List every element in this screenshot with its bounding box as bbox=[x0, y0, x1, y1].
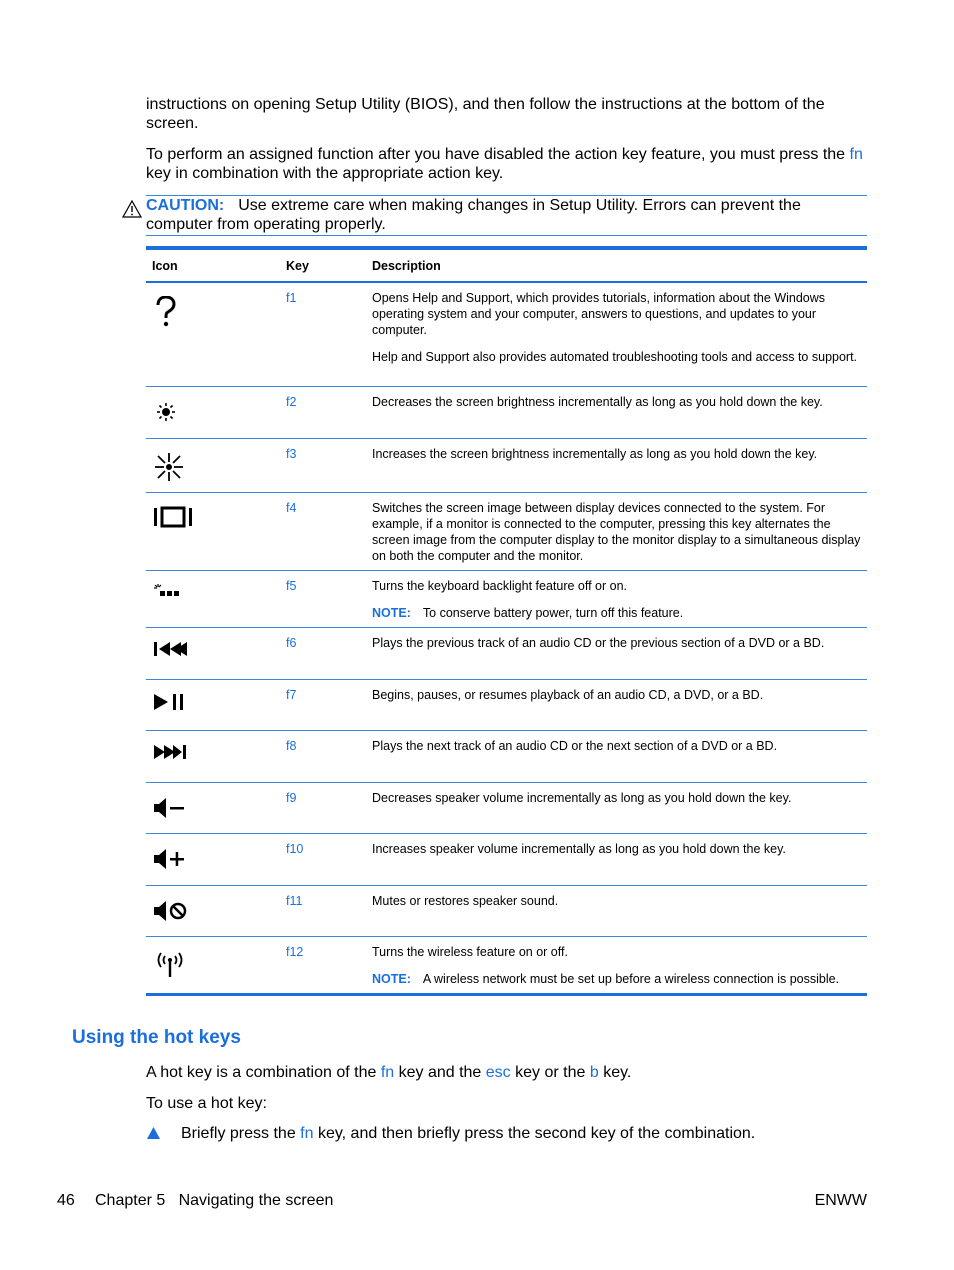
table-row bbox=[146, 885, 867, 936]
table-row bbox=[146, 679, 867, 730]
step-text-b: key, and then briefly press the second key of the combination. bbox=[313, 1125, 756, 1142]
description-cell bbox=[366, 679, 867, 730]
icon-cell bbox=[146, 627, 280, 679]
description-text: Increases speaker volume incrementally as long as you hold down the key. bbox=[372, 841, 786, 856]
hotkey-text-a: A hot key is a combination of the bbox=[146, 1064, 381, 1081]
wireless-icon bbox=[154, 950, 274, 982]
caution-message: Use extreme care when making changes in Setup Utility. Errors can prevent the computer from operating properly. bbox=[146, 197, 801, 233]
description-text: Opens Help and Support, which provides tutorials, information about the Windows operating system and your computer, answers to questions, and updates to your computer. bbox=[372, 291, 826, 337]
note-text: A wireless network must be set up before a wireless connection is possible. bbox=[422, 971, 840, 986]
key-cell[interactable]: f12 bbox=[286, 944, 304, 959]
bullet-triangle-icon bbox=[147, 1127, 160, 1139]
key-cell[interactable]: f5 bbox=[286, 578, 297, 593]
description-text: Plays the previous track of an audio CD or the previous section of a DVD or a BD. bbox=[372, 635, 825, 650]
note-text: To conserve battery power, turn off this feature. bbox=[422, 605, 684, 620]
icon-cell bbox=[146, 885, 280, 936]
header-key: Key bbox=[286, 258, 309, 273]
warning-triangle-icon bbox=[122, 200, 142, 218]
key-cell[interactable]: f4 bbox=[286, 500, 297, 515]
section-heading: Using the hot keys bbox=[72, 1027, 241, 1048]
key-cell[interactable]: f1 bbox=[286, 291, 297, 305]
note-label: NOTE: bbox=[372, 605, 411, 620]
description-cell bbox=[366, 730, 867, 782]
table-header-row bbox=[146, 248, 867, 282]
icon-cell bbox=[146, 438, 280, 492]
brightness-up-icon bbox=[154, 452, 274, 486]
intro-paragraph-2 bbox=[146, 145, 868, 183]
table-row bbox=[146, 282, 867, 386]
hotkey-text-d: key. bbox=[598, 1064, 632, 1081]
key-cell[interactable]: f8 bbox=[286, 738, 297, 753]
volume-down-icon bbox=[154, 796, 274, 824]
description-cell bbox=[366, 782, 867, 833]
icon-cell bbox=[146, 730, 280, 782]
mute-icon bbox=[154, 899, 274, 927]
icon-cell bbox=[146, 782, 280, 833]
description-text: Mutes or restores speaker sound. bbox=[372, 893, 559, 908]
description-cell bbox=[366, 936, 867, 994]
footer-right: ENWW bbox=[814, 1192, 867, 1209]
key-cell[interactable]: f3 bbox=[286, 446, 297, 461]
step-text-a: Briefly press the bbox=[181, 1125, 301, 1142]
header-icon: Icon bbox=[152, 258, 178, 273]
intro-text-b: key in combination with the appropriate action key. bbox=[146, 165, 504, 182]
description-cell bbox=[366, 570, 867, 627]
key-cell[interactable]: f6 bbox=[286, 635, 297, 650]
key-cell[interactable]: f7 bbox=[286, 687, 297, 702]
key-cell[interactable]: f2 bbox=[286, 394, 297, 409]
footer-chapter: Chapter 5 Navigating the screen bbox=[95, 1192, 334, 1209]
page-number: 46 bbox=[57, 1192, 75, 1209]
caution-box bbox=[146, 195, 867, 236]
description-cell bbox=[366, 833, 867, 885]
fn-key-link[interactable]: fn bbox=[849, 146, 863, 163]
fn-key-link[interactable]: fn bbox=[300, 1125, 314, 1142]
description-cell bbox=[366, 627, 867, 679]
description-text: Turns the wireless feature on or off. bbox=[372, 944, 568, 959]
note bbox=[372, 971, 861, 987]
caution-text-block bbox=[146, 196, 867, 234]
key-cell[interactable]: f11 bbox=[286, 893, 303, 908]
description-cell bbox=[366, 492, 867, 570]
intro-paragraph-1: instructions on opening Setup Utility (BIOS), and then follow the instructions at the bottom of the screen. bbox=[146, 96, 825, 132]
table-row bbox=[146, 936, 867, 994]
hotkey-step bbox=[181, 1124, 861, 1143]
description-text: Plays the next track of an audio CD or the next section of a DVD or a BD. bbox=[372, 738, 778, 753]
volume-up-icon bbox=[154, 847, 274, 875]
description-text: Switches the screen image between display devices connected to the system. For example, if a monitor is connected to the computer, pressing this key alternates the screen image from the computer display to the monitor display to a simultaneous display on both the computer and the monitor. bbox=[372, 500, 861, 563]
description-cell bbox=[366, 438, 867, 492]
table-row bbox=[146, 833, 867, 885]
table-row bbox=[146, 730, 867, 782]
key-cell[interactable]: f9 bbox=[286, 790, 297, 805]
description-cell bbox=[366, 386, 867, 438]
note-label: NOTE: bbox=[372, 971, 411, 986]
description-cell bbox=[366, 885, 867, 936]
hotkey-paragraph bbox=[146, 1063, 868, 1082]
caution-label: CAUTION: bbox=[146, 197, 225, 214]
description-text: Decreases speaker volume incrementally as long as you hold down the key. bbox=[372, 790, 792, 805]
hotkey-text-b: key and the bbox=[394, 1064, 486, 1081]
description-text: Help and Support also provides automated troubleshooting tools and access to support. bbox=[372, 350, 858, 364]
intro-text-a: To perform an assigned function after you have disabled the action key feature, you must press the bbox=[146, 146, 850, 163]
icon-cell bbox=[146, 282, 280, 386]
description-text: Turns the keyboard backlight feature off or on. bbox=[372, 578, 628, 593]
help-question-icon bbox=[154, 296, 274, 332]
key-cell[interactable]: f10 bbox=[286, 841, 304, 856]
next-track-icon bbox=[154, 744, 274, 764]
keyboard-backlight-icon bbox=[154, 584, 274, 602]
icon-cell bbox=[146, 679, 280, 730]
icon-cell bbox=[146, 833, 280, 885]
icon-cell bbox=[146, 386, 280, 438]
display-switch-icon bbox=[154, 506, 274, 532]
esc-key-link[interactable]: esc bbox=[485, 1064, 511, 1081]
table-row bbox=[146, 570, 867, 627]
fn-key-link[interactable]: fn bbox=[380, 1064, 395, 1081]
table-row bbox=[146, 782, 867, 833]
table-row bbox=[146, 438, 867, 492]
previous-track-icon bbox=[154, 641, 274, 661]
description-text: Begins, pauses, or resumes playback of an audio CD, a DVD, or a BD. bbox=[372, 687, 764, 702]
action-keys-table bbox=[146, 246, 867, 996]
brightness-down-icon bbox=[154, 400, 274, 428]
table-row bbox=[146, 627, 867, 679]
description-cell bbox=[366, 282, 867, 386]
description-text: Increases the screen brightness incrementally as long as you hold down the key. bbox=[372, 446, 818, 461]
hotkey-intro: To use a hot key: bbox=[146, 1095, 267, 1112]
icon-cell bbox=[146, 492, 280, 570]
hotkey-text-c: key or the bbox=[510, 1064, 590, 1081]
header-description: Description bbox=[372, 258, 441, 273]
table-row bbox=[146, 386, 867, 438]
play-pause-icon bbox=[154, 693, 274, 715]
icon-cell bbox=[146, 570, 280, 627]
description-text: Decreases the screen brightness incrementally as long as you hold down the key. bbox=[372, 394, 823, 409]
icon-cell bbox=[146, 936, 280, 994]
table-row bbox=[146, 492, 867, 570]
b-key-link[interactable]: b bbox=[589, 1064, 599, 1081]
note bbox=[372, 605, 861, 621]
